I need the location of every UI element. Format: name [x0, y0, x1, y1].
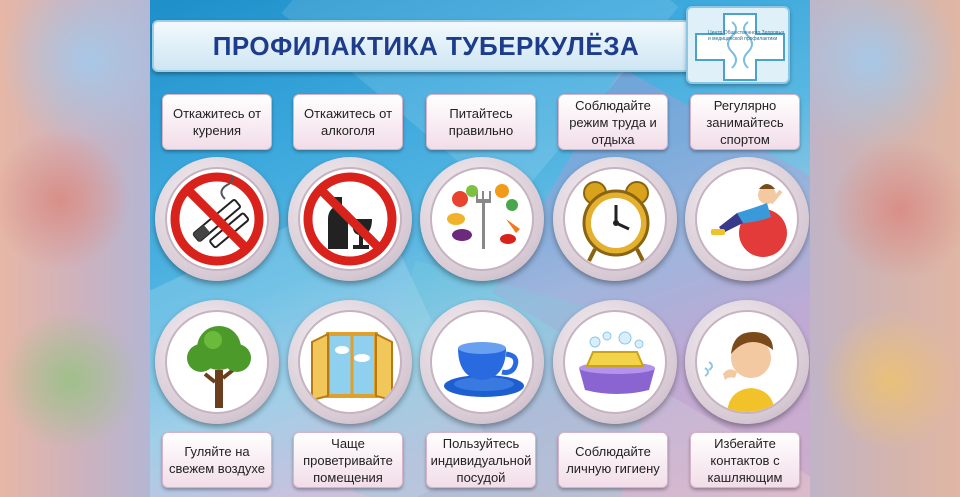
tip-circle-own-dishes: [420, 300, 544, 424]
tip-circle-ventilate: [288, 300, 412, 424]
no-alcohol-icon: [300, 169, 402, 271]
alarm-clock-icon: [565, 169, 667, 271]
tip-circle-quit-smoking: [155, 157, 279, 281]
healthy-food-icon: [432, 169, 534, 271]
tip-label-fresh-air: Гуляйте на свежем воздухе: [162, 432, 272, 488]
poster: [150, 0, 810, 497]
exercise-icon: [697, 169, 799, 271]
tip-circle-eat-right: [420, 157, 544, 281]
medical-cross-icon: [692, 12, 788, 82]
tip-circle-quit-alcohol: [288, 157, 412, 281]
tip-circle-fresh-air: [155, 300, 279, 424]
blurred-background-left: [0, 0, 150, 497]
tip-label-sport: Регулярно занимайтесь спортом: [690, 94, 800, 150]
logo: [686, 6, 790, 84]
logo-text: Центр Общественного Здоровья и медицинской профилактики: [708, 30, 784, 42]
tip-label-work-rest: Соблюдайте режим труда и отдыха: [558, 94, 668, 150]
tip-label-quit-alcohol: Откажитесь от алкоголя: [293, 94, 403, 150]
tip-label-avoid-coughing: Избегайте контактов с кашляющим: [690, 432, 800, 488]
coughing-person-icon: [697, 312, 799, 414]
tree-icon: [167, 312, 269, 414]
tip-circle-sport: [685, 157, 809, 281]
tip-label-quit-smoking: Откажитесь от курения: [162, 94, 272, 150]
tip-label-hygiene: Соблюдайте личную гигиену: [558, 432, 668, 488]
open-window-icon: [300, 312, 402, 414]
title-banner: [152, 20, 700, 72]
tip-label-ventilate: Чаще проветривайте помещения: [293, 432, 403, 488]
tip-label-eat-right: Питайтесь правильно: [426, 94, 536, 150]
blurred-background-right: [810, 0, 960, 497]
cup-icon: [432, 312, 534, 414]
poster-title: ПРОФИЛАКТИКА ТУБЕРКУЛЁЗА: [212, 30, 640, 61]
tip-label-own-dishes: Пользуйтесь индивидуальной посудой: [426, 432, 536, 488]
tip-circle-work-rest: [553, 157, 677, 281]
no-smoking-icon: [167, 169, 269, 271]
soap-icon: [565, 312, 667, 414]
tip-circle-hygiene: [553, 300, 677, 424]
tip-circle-avoid-coughing: [685, 300, 809, 424]
